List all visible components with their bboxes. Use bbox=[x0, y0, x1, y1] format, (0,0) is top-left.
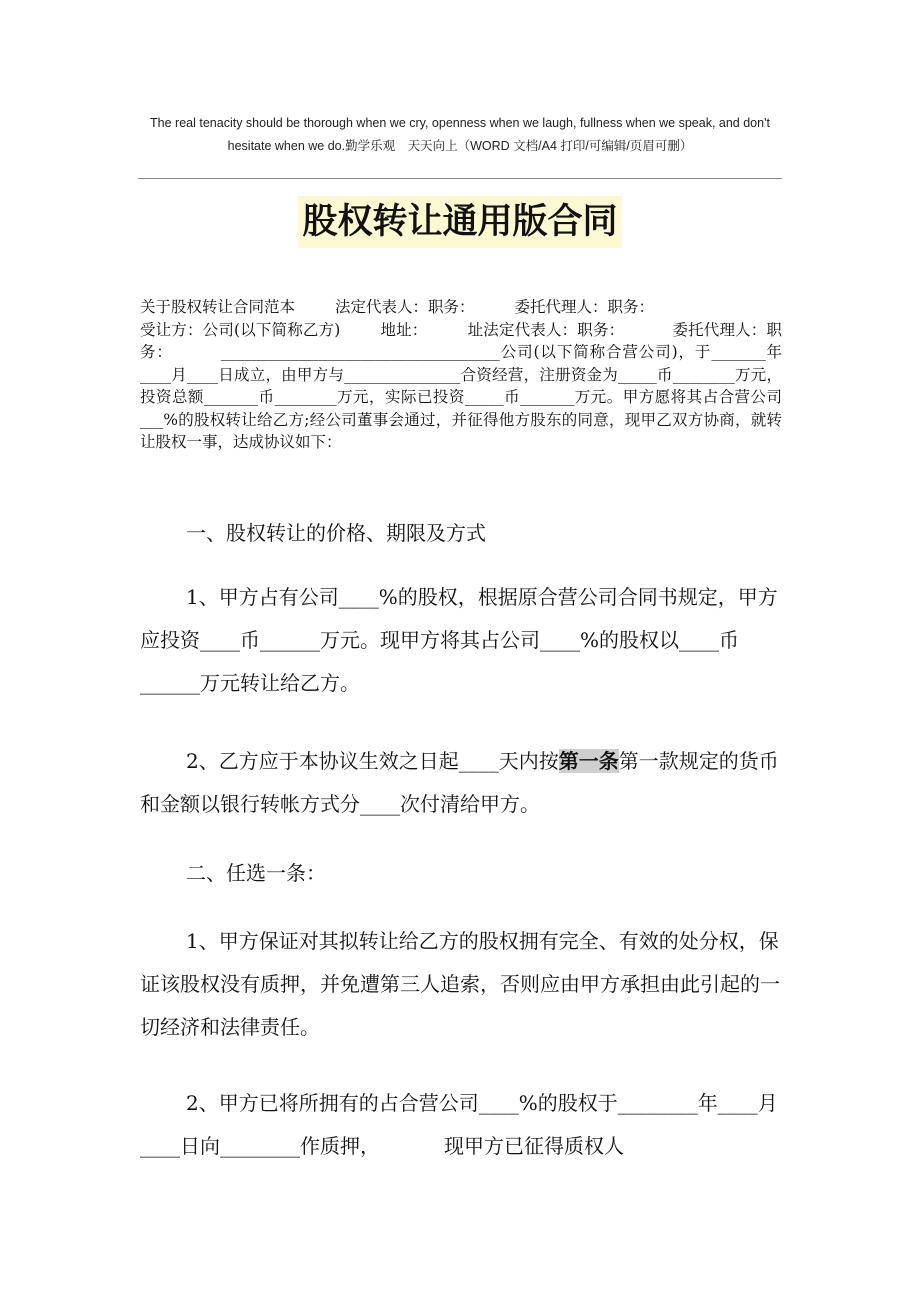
section-1-item-2-end: 第一款规定的货币和金额以银行转帐方式分____次付清给甲方。 bbox=[140, 749, 779, 816]
section-1-heading: 一、股权转让的价格、期限及方式 bbox=[186, 521, 486, 545]
intro-part-8: ____________________________________公司(以下简称合营公司)，于_______年____月____日成立，由甲方与_______________合资经营，注册资金为_____币________万元，投资总额_______币________万元，实际已投资_____币_______万元。甲方愿将其占合营公司___%的股权转让给乙方;经公司董事会通过，并征得他方股东的同意，现甲乙双方协商，就转让股权一事，达成协议如下： bbox=[140, 343, 782, 451]
header-line-2: hesitate when we do.勤学乐观 天天向上（WORD 文档/A4 打印/可编辑/页眉可删） bbox=[227, 139, 693, 153]
section-2-item-2 bbox=[140, 1082, 780, 1168]
intro-part-6: 址法定代表人：职务： bbox=[467, 320, 625, 339]
page-header bbox=[138, 112, 782, 158]
intro-part-4: 受让方：公司(以下简称乙方) bbox=[140, 320, 341, 339]
section-1-item-2-start: 2、乙方应于本协议生效之日起____天内按 bbox=[186, 749, 559, 773]
intro-part-2: 法定代表人：职务： bbox=[335, 298, 475, 316]
intro-part-5: 地址： bbox=[380, 320, 428, 339]
intro-part-7: 委托代理人：职务： bbox=[140, 320, 782, 361]
document-title: 股权转让通用版合同 bbox=[298, 196, 621, 248]
section-2-item-2-end: 现甲方已征得质权人 bbox=[444, 1134, 624, 1158]
highlighted-clause-ref: 第一条 bbox=[558, 749, 619, 773]
intro-part-3: 委托代理人：职务： bbox=[514, 298, 655, 316]
header-line-1: The real tenacity should be thorough when we cry, openness when we laugh, fullness when we speak, and don't bbox=[150, 116, 770, 130]
intro-part-1: 关于股权转让合同范本 bbox=[140, 298, 296, 316]
section-1-item-1: 1、甲方占有公司____%的股权，根据原合营公司合同书规定，甲方应投资____币______万元。现甲方将其占公司____%的股权以____币______万元转让给乙方。 bbox=[140, 585, 778, 695]
section-1-item-2 bbox=[140, 740, 780, 826]
section-2-heading: 二、任选一条： bbox=[186, 861, 326, 885]
intro-paragraph bbox=[140, 296, 782, 454]
section-2-item-1: 1、甲方保证对其拟转让给乙方的股权拥有完全、有效的处分权，保证该股权没有质押，并免遭第三人追索，否则应由甲方承担由此引起的一切经济和法律责任。 bbox=[140, 929, 780, 1039]
section-2-item-2-start: 2、甲方已将所拥有的占合营公司____%的股权于________年____月____日向________作质押， bbox=[140, 1091, 778, 1158]
header-divider bbox=[138, 178, 782, 179]
title-container bbox=[0, 196, 920, 248]
